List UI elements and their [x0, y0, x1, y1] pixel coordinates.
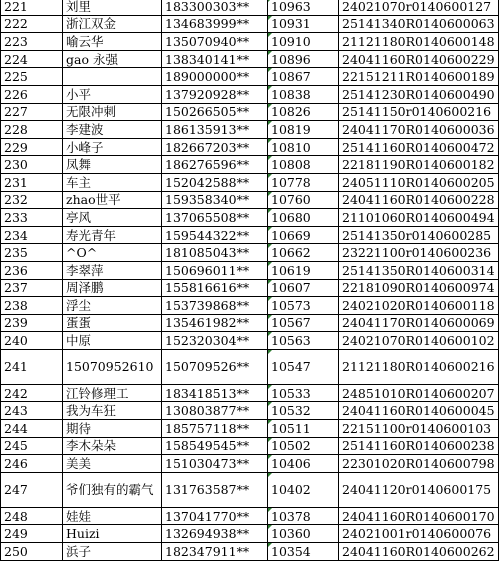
- serial-number-cell: 25141150r0140600216: [339, 103, 499, 121]
- serial-number-cell: 22181090R0140600974: [339, 279, 499, 297]
- serial-number-cell: 24021070R0140600102: [339, 332, 499, 350]
- nickname-cell: Huizi: [63, 525, 162, 543]
- ranking-table-body: [1, 0, 499, 560]
- phone-cell: 189000000**: [162, 68, 268, 86]
- phone-cell: 150696011**: [162, 261, 268, 279]
- phone-cell: 183418513**: [162, 384, 268, 402]
- row-number-cell: 228: [1, 121, 63, 139]
- table-row: [1, 455, 499, 473]
- row-number-cell: 224: [1, 50, 63, 68]
- nickname-cell: 喻云华: [63, 33, 162, 51]
- phone-cell: 135461982**: [162, 314, 268, 332]
- serial-number-cell: 22301020R0140600798: [339, 455, 499, 473]
- score-cell: 10963: [268, 0, 339, 15]
- serial-number-cell: 24021070r0140600127: [339, 0, 499, 15]
- table-row: [1, 103, 499, 121]
- phone-cell: 159358340**: [162, 191, 268, 209]
- phone-cell: 182667203**: [162, 138, 268, 156]
- row-number-cell: 234: [1, 226, 63, 244]
- table-row: [1, 0, 499, 15]
- score-cell: 10896: [268, 50, 339, 68]
- row-number-cell: 245: [1, 437, 63, 455]
- table-row: [1, 420, 499, 438]
- phone-cell: 153739868**: [162, 297, 268, 315]
- score-cell: 10819: [268, 121, 339, 139]
- nickname-cell: 凤舞: [63, 156, 162, 174]
- nickname-cell: 娃娃: [63, 507, 162, 525]
- score-cell: 10567: [268, 314, 339, 332]
- nickname-cell: 美美: [63, 455, 162, 473]
- score-cell: 10378: [268, 507, 339, 525]
- serial-number-cell: 24041160R0140600170: [339, 507, 499, 525]
- row-number-cell: 250: [1, 543, 63, 561]
- table-row: [1, 332, 499, 350]
- score-cell: 10502: [268, 437, 339, 455]
- score-cell: 10867: [268, 68, 339, 86]
- nickname-cell: 15070952610: [63, 349, 162, 384]
- score-cell: 10826: [268, 103, 339, 121]
- serial-number-cell: 24051110R0140600205: [339, 173, 499, 191]
- nickname-cell: 中原: [63, 332, 162, 350]
- score-cell: 10808: [268, 156, 339, 174]
- table-row: [1, 349, 499, 384]
- table-row: [1, 279, 499, 297]
- serial-number-cell: 24041170R0140600069: [339, 314, 499, 332]
- row-number-cell: 242: [1, 384, 63, 402]
- nickname-cell: 期待: [63, 420, 162, 438]
- table-row: [1, 15, 499, 33]
- phone-cell: 159544322**: [162, 226, 268, 244]
- table-row: [1, 68, 499, 86]
- nickname-cell: 刘里: [63, 0, 162, 15]
- phone-cell: 152042588**: [162, 173, 268, 191]
- score-cell: 10778: [268, 173, 339, 191]
- table-row: [1, 384, 499, 402]
- nickname-cell: 周泽鹏: [63, 279, 162, 297]
- serial-number-cell: 24041160R0140600045: [339, 402, 499, 420]
- table-row: [1, 138, 499, 156]
- phone-cell: 182347911**: [162, 543, 268, 561]
- phone-cell: 158549545**: [162, 437, 268, 455]
- table-row: [1, 507, 499, 525]
- row-number-cell: 233: [1, 209, 63, 227]
- nickname-cell: [63, 68, 162, 86]
- phone-cell: 134683999**: [162, 15, 268, 33]
- row-number-cell: 231: [1, 173, 63, 191]
- table-row: [1, 437, 499, 455]
- score-cell: 10838: [268, 85, 339, 103]
- row-number-cell: 235: [1, 244, 63, 262]
- serial-number-cell: 22181190R0140600182: [339, 156, 499, 174]
- nickname-cell: 小平: [63, 85, 162, 103]
- nickname-cell: 浙江双金: [63, 15, 162, 33]
- row-number-cell: 227: [1, 103, 63, 121]
- row-number-cell: 221: [1, 0, 63, 15]
- table-row: [1, 314, 499, 332]
- nickname-cell: 江铃修理工: [63, 384, 162, 402]
- nickname-cell: 蛋蛋: [63, 314, 162, 332]
- phone-cell: 150709526**: [162, 349, 268, 384]
- nickname-cell: 李翠萍: [63, 261, 162, 279]
- serial-number-cell: 21121180R0140600148: [339, 33, 499, 51]
- phone-cell: 152320304**: [162, 332, 268, 350]
- score-cell: 10760: [268, 191, 339, 209]
- serial-number-cell: 22151100r0140600103: [339, 420, 499, 438]
- table-row: [1, 33, 499, 51]
- score-cell: 10354: [268, 543, 339, 561]
- serial-number-cell: 22151211R0140600189: [339, 68, 499, 86]
- table-row: [1, 191, 499, 209]
- nickname-cell: zhao世平: [63, 191, 162, 209]
- phone-cell: 186135913**: [162, 121, 268, 139]
- score-cell: 10931: [268, 15, 339, 33]
- phone-cell: 181085043**: [162, 244, 268, 262]
- nickname-cell: 车主: [63, 173, 162, 191]
- table-row: [1, 402, 499, 420]
- phone-cell: 130803877**: [162, 402, 268, 420]
- phone-cell: 131763587**: [162, 472, 268, 507]
- table-row: [1, 472, 499, 507]
- row-number-cell: 243: [1, 402, 63, 420]
- nickname-cell: ^O^: [63, 244, 162, 262]
- serial-number-cell: 24041160R0140600228: [339, 191, 499, 209]
- row-number-cell: 223: [1, 33, 63, 51]
- table-row: [1, 261, 499, 279]
- score-cell: 10547: [268, 349, 339, 384]
- phone-cell: 183300303**: [162, 0, 268, 15]
- serial-number-cell: 24851010R0140600207: [339, 384, 499, 402]
- phone-cell: 155816616**: [162, 279, 268, 297]
- nickname-cell: 亭风: [63, 209, 162, 227]
- serial-number-cell: 24041160R0140600262: [339, 543, 499, 561]
- score-cell: 10810: [268, 138, 339, 156]
- table-row: [1, 209, 499, 227]
- table-row: [1, 156, 499, 174]
- serial-number-cell: 25141340R0140600063: [339, 15, 499, 33]
- score-cell: 10406: [268, 455, 339, 473]
- phone-cell: 132694938**: [162, 525, 268, 543]
- serial-number-cell: 24041160R0140600229: [339, 50, 499, 68]
- score-cell: 10532: [268, 402, 339, 420]
- score-cell: 10511: [268, 420, 339, 438]
- serial-number-cell: 25141160R0140600238: [339, 437, 499, 455]
- score-cell: 10573: [268, 297, 339, 315]
- table-row: [1, 297, 499, 315]
- score-cell: 10533: [268, 384, 339, 402]
- nickname-cell: 李木朵朵: [63, 437, 162, 455]
- nickname-cell: 我为车狂: [63, 402, 162, 420]
- phone-cell: 135070940**: [162, 33, 268, 51]
- row-number-cell: 225: [1, 68, 63, 86]
- row-number-cell: 240: [1, 332, 63, 350]
- row-number-cell: 237: [1, 279, 63, 297]
- nickname-cell: 爷们独有的霸气: [63, 472, 162, 507]
- phone-cell: 151030473**: [162, 455, 268, 473]
- serial-number-cell: 25141160R0140600472: [339, 138, 499, 156]
- row-number-cell: 229: [1, 138, 63, 156]
- score-cell: 10607: [268, 279, 339, 297]
- score-cell: 10910: [268, 33, 339, 51]
- nickname-cell: 李建波: [63, 121, 162, 139]
- score-cell: 10402: [268, 472, 339, 507]
- table-row: [1, 50, 499, 68]
- table-row: [1, 525, 499, 543]
- phone-cell: 137920928**: [162, 85, 268, 103]
- score-cell: 10563: [268, 332, 339, 350]
- serial-number-cell: 25141350R0140600314: [339, 261, 499, 279]
- table-row: [1, 121, 499, 139]
- phone-cell: 137065508**: [162, 209, 268, 227]
- phone-cell: 186276596**: [162, 156, 268, 174]
- score-cell: 10619: [268, 261, 339, 279]
- phone-cell: 137041770**: [162, 507, 268, 525]
- row-number-cell: 230: [1, 156, 63, 174]
- nickname-cell: 浮尘: [63, 297, 162, 315]
- row-number-cell: 244: [1, 420, 63, 438]
- nickname-cell: 无限冲刺: [63, 103, 162, 121]
- serial-number-cell: 24021020R0140600118: [339, 297, 499, 315]
- row-number-cell: 247: [1, 472, 63, 507]
- row-number-cell: 236: [1, 261, 63, 279]
- score-cell: 10662: [268, 244, 339, 262]
- phone-cell: 185757118**: [162, 420, 268, 438]
- row-number-cell: 241: [1, 349, 63, 384]
- row-number-cell: 246: [1, 455, 63, 473]
- row-number-cell: 248: [1, 507, 63, 525]
- table-row: [1, 543, 499, 561]
- serial-number-cell: 21121180R0140600216: [339, 349, 499, 384]
- row-number-cell: 226: [1, 85, 63, 103]
- row-number-cell: 222: [1, 15, 63, 33]
- score-cell: 10669: [268, 226, 339, 244]
- score-cell: 10680: [268, 209, 339, 227]
- row-number-cell: 239: [1, 314, 63, 332]
- nickname-cell: 浜子: [63, 543, 162, 561]
- serial-number-cell: 21101060R0140600494: [339, 209, 499, 227]
- phone-cell: 150266505**: [162, 103, 268, 121]
- serial-number-cell: 24041120r0140600175: [339, 472, 499, 507]
- nickname-cell: 寿光青年: [63, 226, 162, 244]
- row-number-cell: 249: [1, 525, 63, 543]
- row-number-cell: 232: [1, 191, 63, 209]
- serial-number-cell: 25141350r0140600285: [339, 226, 499, 244]
- table-row: [1, 173, 499, 191]
- phone-cell: 138340141**: [162, 50, 268, 68]
- table-row: [1, 226, 499, 244]
- serial-number-cell: 24041170R0140600036: [339, 121, 499, 139]
- serial-number-cell: 23221100r0140600236: [339, 244, 499, 262]
- serial-number-cell: 24021001r0140600076: [339, 525, 499, 543]
- score-cell: 10360: [268, 525, 339, 543]
- nickname-cell: gao 永强: [63, 50, 162, 68]
- table-row: [1, 85, 499, 103]
- row-number-cell: 238: [1, 297, 63, 315]
- serial-number-cell: 25141230R0140600490: [339, 85, 499, 103]
- nickname-cell: 小峰子: [63, 138, 162, 156]
- table-row: [1, 244, 499, 262]
